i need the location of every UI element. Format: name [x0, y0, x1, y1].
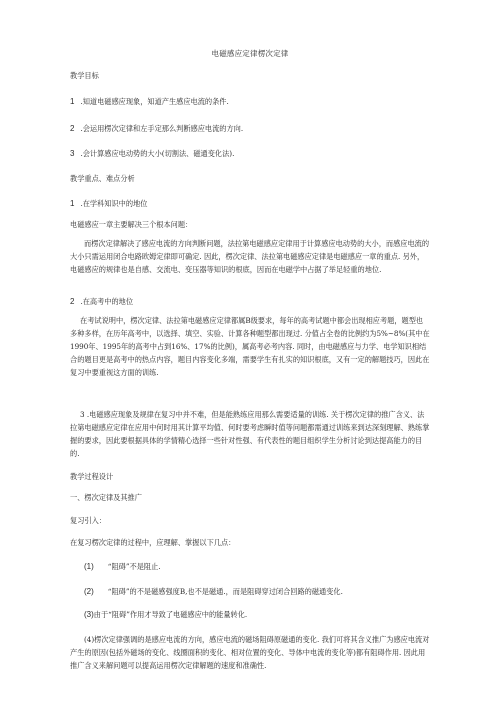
review-heading: 复习引入：	[70, 516, 106, 525]
paragraph: (4)楞次定律强调的是感应电流的方向，感应电流的磁场阻碍原磁通的变化. 我们可将其含义推广为感应电流对产生的原因(包括外磁场的变化、线圈面积的变化、相对位置的变化、导体中电流的变化等)都有阻碍作用. 因此用推广含义来解问题可以提高运用楞次定律解题的速度和准确性.	[70, 635, 430, 670]
list-item-text: 由于“阻碍”作用才导致了电磁感应中的能量转化.	[93, 610, 248, 619]
objectives-heading: 教学目标	[70, 71, 99, 80]
section-heading	[70, 297, 133, 306]
section-number: 1	[70, 199, 75, 208]
section-heading	[70, 199, 147, 208]
document-title: 电磁感应定律楞次定律	[211, 49, 289, 58]
list-item-number: (2)	[84, 587, 94, 596]
objective-item	[70, 97, 229, 106]
objective-number: 3	[70, 149, 75, 158]
process-heading: 教学过程设计	[70, 472, 114, 481]
review-intro: 在复习楞次定律的过程中，应理解、掌握以下几点：	[70, 538, 236, 547]
paragraph: 在考试说明中，楞次定律、法拉第电磁感应定律都属B级要求，每年的高考试题中都会出现相应考题，题型也多种多样，在历年高考中，以选择、填空、实验、计算各种题型都出现过. 分值占全卷的比例约为5%~8%(其中在1990年、1995年的高考中占到16%、17%的比例)，属高考必考内容. 同时，由电磁感应与力学、电学知识相结合的题目更是高考中的热点内容，题目内容变化多端，需要学生有扎实的知识根底，又有一定的解题技巧，因此在复习中要重视这方面的训练.	[70, 316, 430, 377]
list-item	[84, 587, 343, 596]
section-heading-text: .在学科知识中的地位	[80, 199, 148, 208]
section-heading: 一、楞次定律及其推广	[70, 493, 142, 502]
objective-text: .会计算感应电动势的大小(切割法、磁通变化法).	[80, 149, 235, 158]
list-item-number: (3)	[84, 610, 94, 619]
objective-number: 2	[70, 124, 75, 133]
section-number: 2	[70, 297, 75, 306]
paragraph: 而楞次定律解决了感应电流的方向判断问题，法拉第电磁感应定律用于计算感应电动势的大小，而感应电流的大小只需运用闭合电路欧姆定律即可确定. 因此，楞次定律、法拉第电磁感应定律是电磁感应一章的重点. 另外，电磁感应的规律也是自感、交流电、变压器等知识的根底，因而在电磁学中占据了举足轻重的地位.	[70, 239, 430, 274]
list-item-number: (1)	[84, 562, 94, 571]
objective-item	[70, 124, 243, 133]
objective-item	[70, 149, 234, 158]
section-intro: 电磁感应一章主要解决三个根本问题：	[70, 220, 193, 229]
list-item-text: “阻碍”的不是磁感强度B,也不是磁通.，而是阻碍穿过闭合回路的磁通变化.	[107, 587, 343, 596]
paragraph: 3 .电磁感应现象及规律在复习中并不难，但是能熟练应用那么需要适量的训练. 关于楞次定律的推广含义、法拉第电磁感应定律在应用中何时用其计算平均值、何时要考虑瞬时值等问题都需通过训练来到达深刻理解、熟练掌握的要求，因此要根据具体的学情精心选择一些针对性强、有代表性的题目组织学生分析讨论到达提高能力的目的.	[70, 410, 430, 458]
list-item	[84, 610, 247, 619]
section-heading-text: .在高考中的地位	[80, 297, 134, 306]
list-item-text: “阻碍”不是阻止.	[107, 562, 161, 571]
objective-number: 1	[70, 97, 75, 106]
objective-text: .知道电磁感应现象，知道产生感应电流的条件.	[80, 97, 229, 106]
list-item	[84, 562, 161, 571]
objective-text: .会运用楞次定律和左手定那么判断感应电流的方向.	[80, 124, 244, 133]
keypoints-heading: 教学重点、难点分析	[70, 174, 135, 183]
